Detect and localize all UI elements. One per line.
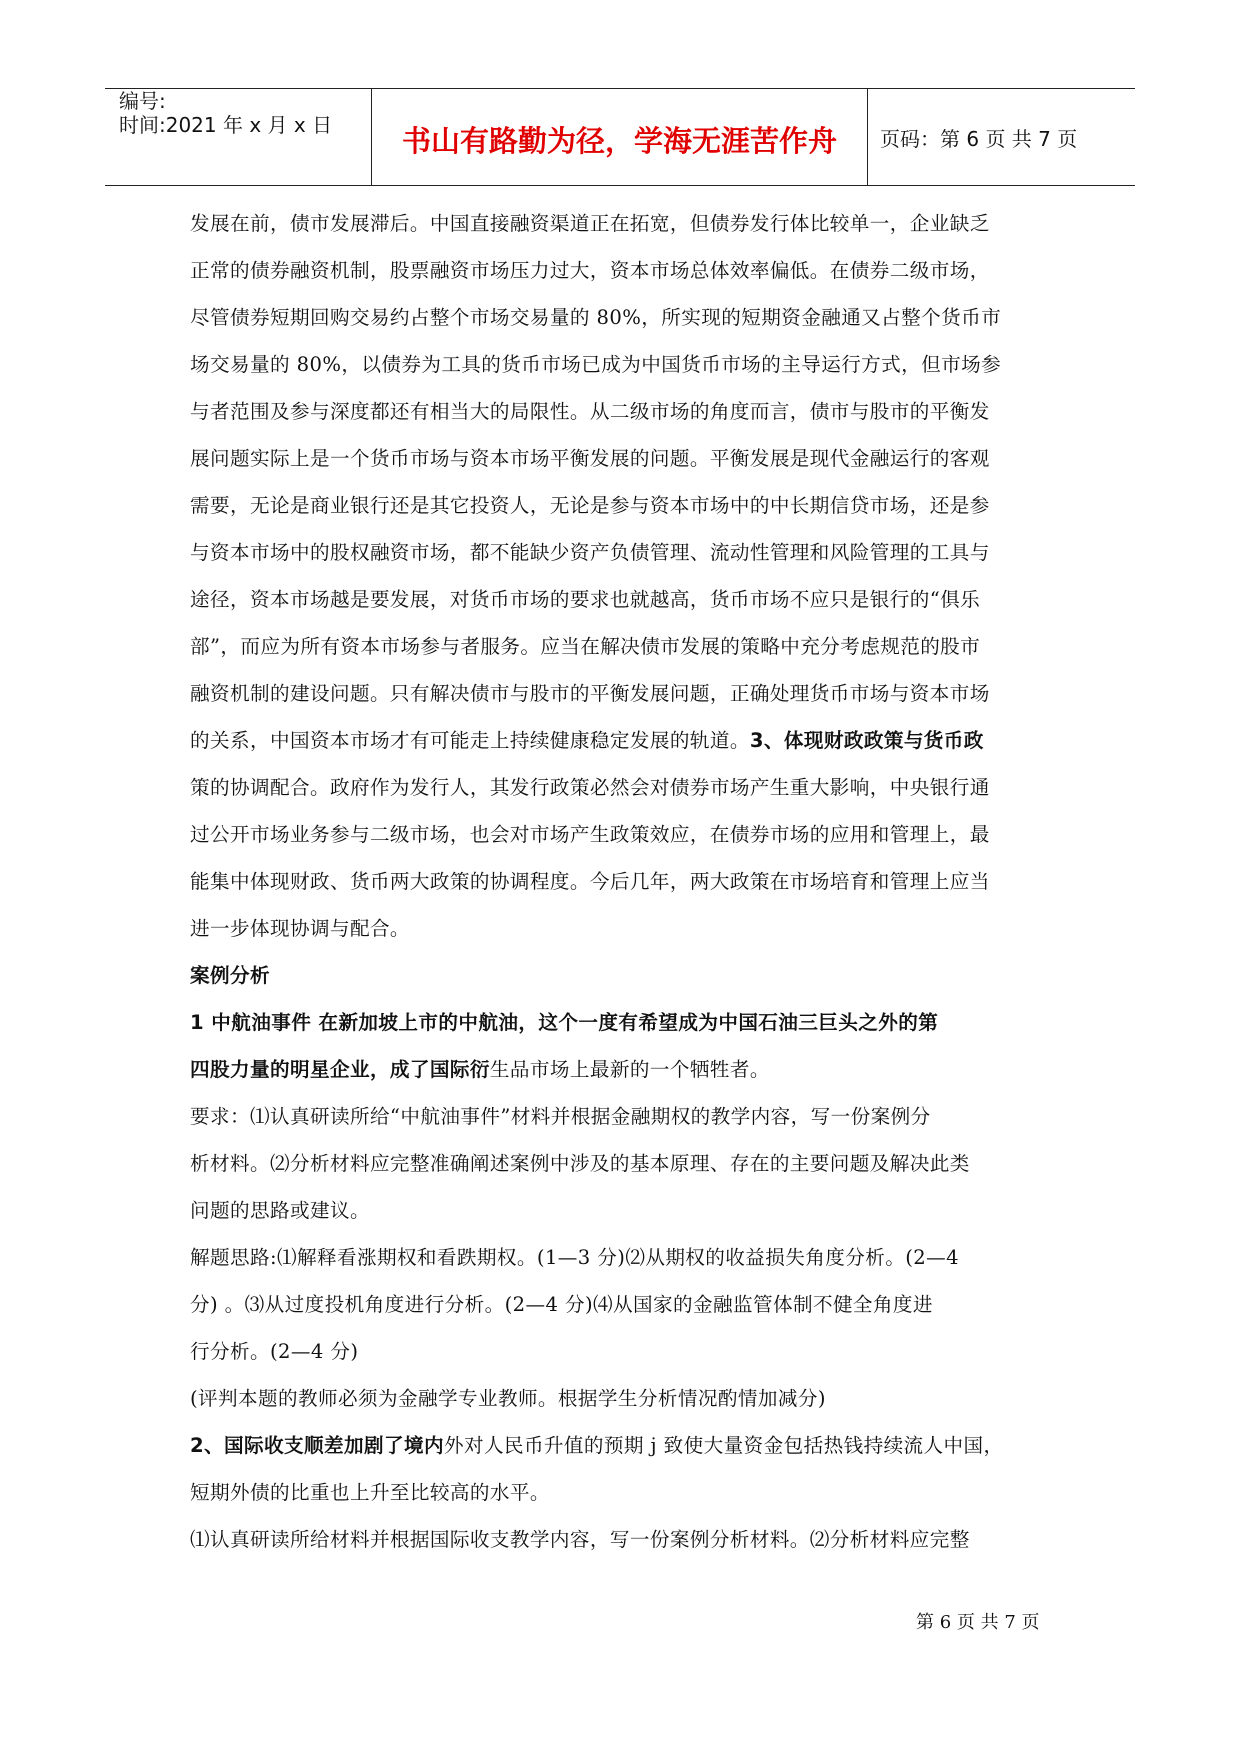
text-line: 正常的债券融资机制，股票融资市场压力过大，资本市场总体效率偏低。在债券二级市场， [190,259,990,282]
text-line: 与资本市场中的股权融资市场，都不能缺少资产负债管理、流动性管理和风险管理的工具与 [190,541,990,564]
time-label: 时间:2021 年 x 月 x 日 [119,113,333,137]
case-analysis-heading: 案例分析 [190,964,270,987]
solution-line: 分) 。⑶从过度投机角度进行分析。(2—4 分)⑷从国家的金融监管体制不健全角度进 [190,1293,933,1316]
text-line: 需要，无论是商业银行还是其它投资人，无论是参与资本市场中的中长期信贷市场，还是参 [190,494,990,517]
grading-note: (评判本题的教师必须为金融学专业教师。根据学生分析情况酌情加减分) [190,1387,826,1410]
text-line [190,1056,770,1084]
text-span-bold: 四股力量的明星企业，成了国际衍 [190,1058,490,1081]
text-line: 尽管债券短期回购交易约占整个市场交易量的 80%，所实现的短期资金融通又占整个货币市 [190,306,1002,329]
text-line: 策的协调配合。政府作为发行人，其发行政策必然会对债券市场产生重大影响，中央银行通 [190,776,990,799]
text-line: 发展在前，债市发展滞后。中国直接融资渠道正在拓宽，但债券发行体比较单一，企业缺乏 [190,212,990,235]
text-span: 外对人民币升值的预期 j 致使大量资金包括热钱持续流人中国， [443,1434,1004,1457]
case2-title: 2、国际收支顺差加剧了境内 [190,1434,444,1457]
text-line: 过公开市场业务参与二级市场，也会对市场产生政策效应，在债券市场的应用和管理上，最 [190,823,990,846]
number-label: 编号: [119,89,166,113]
requirement-line: 问题的思路或建议。 [190,1199,370,1222]
text-line [190,1432,1004,1460]
page-code: 页码：第 6 页 共 7 页 [880,127,1078,151]
text-line: 进一步体现协调与配合。 [190,917,410,940]
page-footer: 第 6 页 共 7 页 [916,1612,1040,1633]
text-line: 能集中体现财政、货币两大政策的协调程度。今后几年，两大政策在市场培育和管理上应当 [190,870,990,893]
motto: 书山有路勤为径，学海无涯苦作舟 [401,124,837,158]
text-span: 的关系，中国资本市场才有可能走上持续健康稳定发展的轨道。 [190,729,750,752]
solution-line: 行分析。(2—4 分) [190,1340,359,1363]
text-line: 部”，而应为所有资本市场参与者服务。应当在解决债市发展的策略中充分考虑规范的股市 [190,635,981,658]
text-line [190,727,984,755]
document-header [105,88,1135,186]
header-motto-cell [371,89,868,185]
text-line: 场交易量的 80%，以债券为工具的货币市场已成为中国货币市场的主导运行方式，但市场参 [190,353,1002,376]
requirement-line: 要求：⑴认真研读所给“中航油事件”材料并根据金融期权的教学内容，写一份案例分 [190,1105,931,1128]
text-line: ⑴认真研读所给材料并根据国际收支教学内容，写一份案例分析材料。⑵分析材料应完整 [190,1528,970,1551]
solution-line: 解题思路:⑴解释看涨期权和看跌期权。(1—3 分)⑵从期权的收益损失角度分析。(2—4 [190,1246,960,1269]
case1-title: 1 中航油事件 在新加坡上市的中航油，这个一度有希望成为中国石油三巨头之外的第 [190,1011,939,1034]
header-meta [105,89,371,185]
section-heading-3: 3、体现财政政策与货币政 [749,729,984,752]
text-line: 途径，资本市场越是要发展，对货币市场的要求也就越高，货币市场不应只是银行的“俱乐 [190,588,981,611]
text-line: 融资机制的建设问题。只有解决债市与股市的平衡发展问题，正确处理货币市场与资本市场 [190,682,990,705]
header-page-cell [866,89,1135,185]
requirement-line: 析材料。⑵分析材料应完整准确阐述案例中涉及的基本原理、存在的主要问题及解决此类 [190,1152,970,1175]
text-line: 展问题实际上是一个货币市场与资本市场平衡发展的问题。平衡发展是现代金融运行的客观 [190,447,990,470]
text-line: 与者范围及参与深度都还有相当大的局限性。从二级市场的角度而言，债市与股市的平衡发 [190,400,990,423]
text-line: 短期外债的比重也上升至比较高的水平。 [190,1481,550,1504]
text-span: 生品市场上最新的一个牺牲者。 [489,1058,770,1081]
